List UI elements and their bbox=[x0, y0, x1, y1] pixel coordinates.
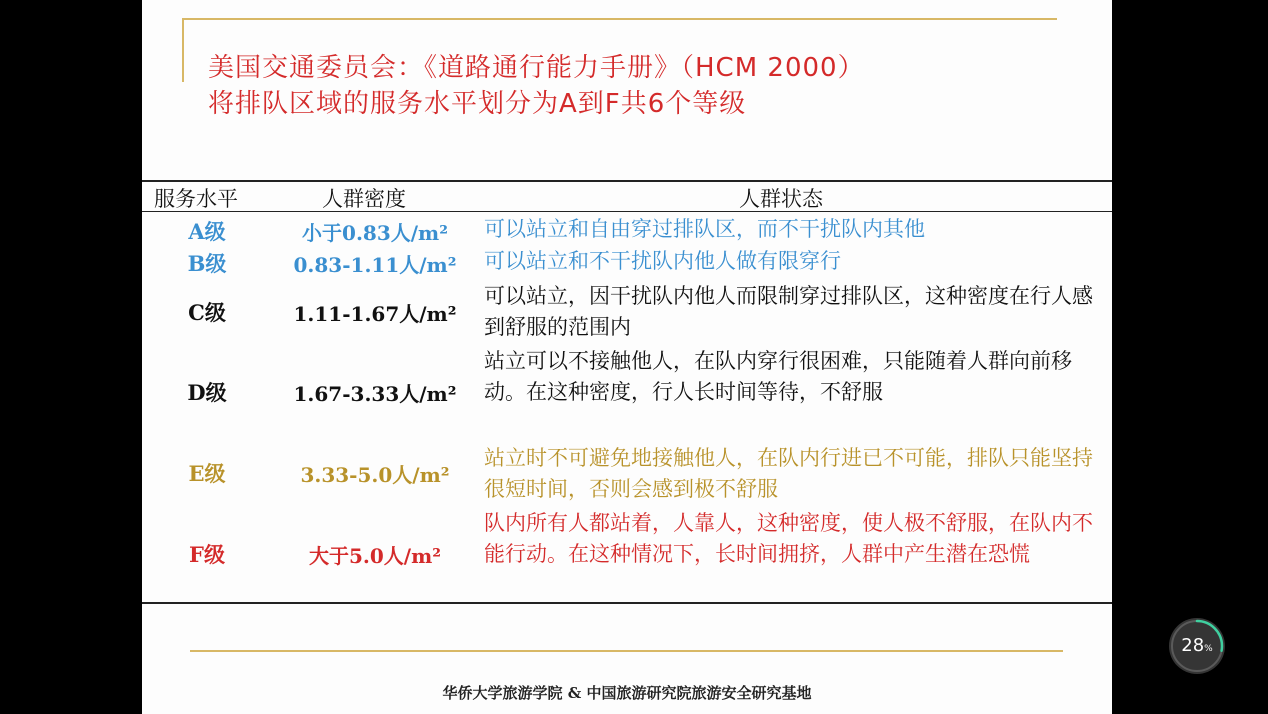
title-line-2: 将排队区域的服务水平划分为A到F共6个等级 bbox=[208, 89, 747, 119]
table-row-a bbox=[142, 214, 1112, 246]
slide bbox=[142, 0, 1112, 714]
header-density: 人群密度 bbox=[322, 187, 406, 211]
level-cell: E级 bbox=[188, 461, 226, 486]
table-row-e bbox=[142, 443, 1112, 507]
state-cell: 站立可以不接触他人，在队内穿行很困难，只能随着人群向前移动。在这种密度，行人长时间等待，不舒服 bbox=[484, 349, 1072, 404]
table-top-rule bbox=[142, 180, 1112, 182]
progress-value: 28 bbox=[1181, 635, 1205, 656]
title-line-1: 美国交通委员会：《道路通行能力手册》（HCM 2000） bbox=[208, 53, 865, 83]
table-row-b bbox=[142, 246, 1112, 280]
level-cell: D级 bbox=[187, 380, 227, 405]
loading-progress-indicator bbox=[1168, 617, 1226, 675]
density-cell: 1.67-3.33人/m² bbox=[293, 382, 457, 406]
density-cell: 大于5.0人/m² bbox=[308, 544, 442, 568]
header-crowd-state: 人群状态 bbox=[739, 187, 823, 211]
header-service-level: 服务水平 bbox=[154, 187, 238, 211]
table-bottom-rule bbox=[142, 602, 1112, 604]
state-cell: 队内所有人都站着，人靠人，这种密度，使人极不舒服，在队内不能行动。在这种情况下，长时间拥挤，人群中产生潜在恐慌 bbox=[484, 511, 1093, 566]
table-header-rule bbox=[142, 211, 1112, 212]
table-row-c bbox=[142, 281, 1112, 345]
level-cell: F级 bbox=[189, 542, 225, 567]
level-cell: B级 bbox=[187, 251, 227, 276]
state-cell: 可以站立，因干扰队内他人而限制穿过排队区，这种密度在行人感到舒服的范围内 bbox=[484, 284, 1093, 339]
slide-title bbox=[208, 50, 1088, 122]
footer-text: 华侨大学旅游学院 & 中国旅游研究院旅游安全研究基地 bbox=[442, 684, 812, 702]
state-cell: 可以站立和自由穿过排队区，而不干扰队内其他 bbox=[484, 217, 925, 241]
level-cell: A级 bbox=[188, 219, 226, 244]
table-row-f bbox=[142, 508, 1112, 602]
table-row-d bbox=[142, 346, 1112, 442]
footer-rule bbox=[190, 650, 1063, 652]
progress-unit: % bbox=[1204, 644, 1213, 654]
density-cell: 0.83-1.11人/m² bbox=[293, 253, 457, 277]
density-cell: 小于0.83人/m² bbox=[302, 221, 448, 245]
state-cell: 可以站立和不干扰队内他人做有限穿行 bbox=[484, 249, 841, 273]
state-cell: 站立时不可避免地接触他人，在队内行进已不可能，排队只能坚持很短时间，否则会感到极不舒服 bbox=[484, 446, 1093, 501]
title-frame-top-rule bbox=[182, 18, 1057, 20]
density-cell: 3.33-5.0人/m² bbox=[300, 463, 450, 487]
title-frame-left-rule bbox=[182, 18, 184, 82]
density-cell: 1.11-1.67人/m² bbox=[293, 302, 457, 326]
level-cell: C级 bbox=[188, 300, 226, 325]
progress-label bbox=[1168, 617, 1226, 675]
